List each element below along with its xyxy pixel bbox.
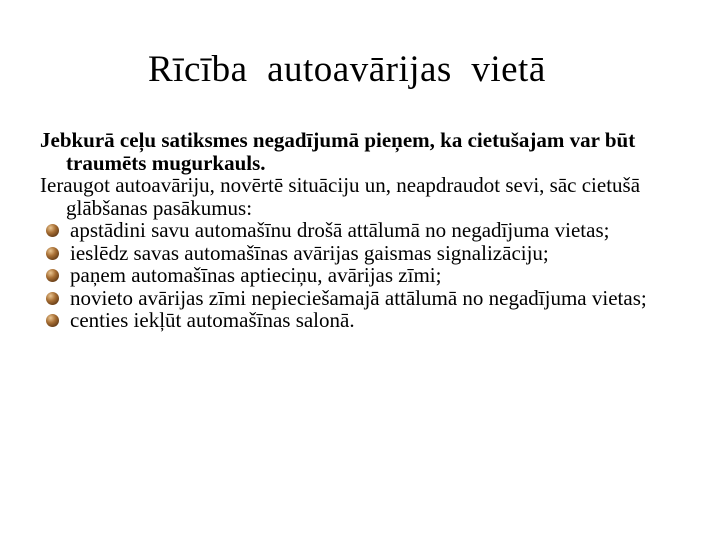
list-item <box>40 242 715 265</box>
list-item-text: paņem automašīnas aptieciņu, avārijas zīmi; <box>70 263 442 287</box>
action-list <box>40 219 715 332</box>
bullet-icon <box>46 247 59 260</box>
bullet-icon <box>46 314 59 327</box>
list-item <box>40 219 715 242</box>
list-item-text: novieto avārijas zīmi nepieciešamajā attālumā no negadījuma vietas; <box>70 285 647 310</box>
slide-body <box>40 129 715 332</box>
list-item-text: centies iekļūt automašīnas salonā. <box>70 308 355 332</box>
bullet-icon <box>46 224 59 237</box>
bullet-icon <box>46 292 59 305</box>
list-item <box>40 309 715 332</box>
intro-paragraph: Jebkurā ceļu satiksmes negadījumā pieņem, ka cietušajam var būt traumēts mugurkauls. <box>40 128 636 175</box>
list-item-text: apstādini savu automašīnu drošā attālumā no negadījuma vietas; <box>70 218 610 242</box>
instruction-paragraph: Ieraugot autoavāriju, novērtē situāciju un, neapdraudot sevi, sāc cietušā glābšanas pasākumus: <box>40 173 641 220</box>
list-item-text: ieslēdz savas automašīnas avārijas gaismas signalizāciju; <box>70 240 549 265</box>
bullet-icon <box>46 269 59 282</box>
list-item <box>40 287 715 310</box>
list-item <box>40 264 715 287</box>
slide-title: Rīcība autoavārijas vietā <box>148 49 546 90</box>
